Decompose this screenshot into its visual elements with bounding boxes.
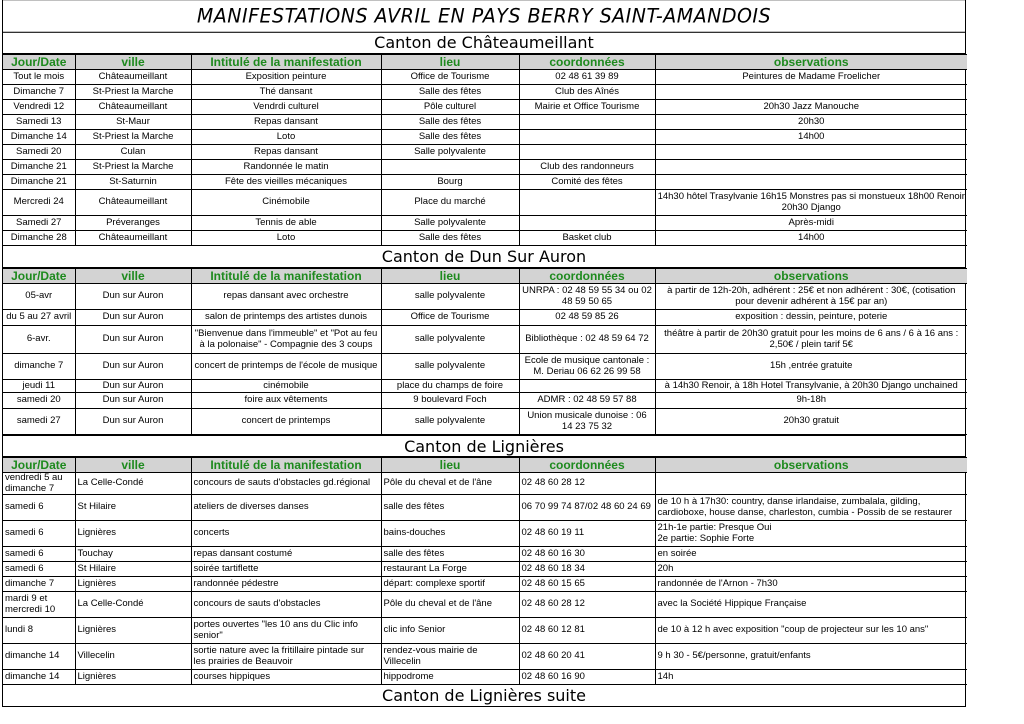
table-cell: Salle des fêtes <box>381 115 519 130</box>
canton-heading: Canton de Dun Sur Auron <box>3 246 965 268</box>
table-cell: concert de printemps <box>191 409 381 435</box>
table-cell: Pôle culturel <box>381 100 519 115</box>
table-cell: randonnée pédestre <box>191 577 381 592</box>
table-cell: avec la Société Hippique Française <box>655 592 967 618</box>
column-header: ville <box>75 458 191 473</box>
table-cell: Salle polyvalente <box>381 216 519 231</box>
table-cell: Vendredi 12 <box>3 100 75 115</box>
table-cell: Lignières <box>75 670 191 685</box>
table-cell: Touchay <box>75 547 191 562</box>
table-cell: randonnée de l'Arnon - 7h30 <box>655 577 967 592</box>
table-cell: 20h <box>655 562 967 577</box>
table-cell: Pôle du cheval et de l'âne <box>381 473 519 495</box>
table-cell: Peintures de Madame Froelicher <box>655 70 967 85</box>
table-cell: rendez-vous mairie de Villecelin <box>381 644 519 670</box>
events-table <box>3 54 967 246</box>
table-row <box>3 354 967 380</box>
table-cell: Après-midi <box>655 216 967 231</box>
table-cell: samedi 20 <box>3 393 75 409</box>
table-cell: 14h30 hôtel Trasylvanie 16h15 Monstres pas si monstueux 18h00 Renoir 20h30 Django <box>655 190 967 216</box>
document-page <box>2 0 966 707</box>
column-header: Intitulé de la manifestation <box>191 55 381 70</box>
column-header: Jour/Date <box>3 55 75 70</box>
table-cell: 15h ,entrée gratuite <box>655 354 967 380</box>
table-row <box>3 393 967 409</box>
canton-heading: Canton de Lignières suite <box>3 685 965 707</box>
table-cell: bains-douches <box>381 521 519 547</box>
column-header: observations <box>655 458 967 473</box>
table-cell: St-Maur <box>75 115 191 130</box>
table-cell: Tout le mois <box>3 70 75 85</box>
table-cell: lundi 8 <box>3 618 75 644</box>
table-cell: Repas dansant <box>191 115 381 130</box>
table-cell: 02 48 60 12 81 <box>519 618 655 644</box>
table-cell: Salle des fêtes <box>381 85 519 100</box>
table-cell: 02 48 60 28 12 <box>519 473 655 495</box>
table-cell <box>519 380 655 393</box>
table-cell: 02 48 60 16 90 <box>519 670 655 685</box>
table-cell: St-Priest la Marche <box>75 130 191 145</box>
table-cell: Exposition peinture <box>191 70 381 85</box>
table-cell: St-Priest la Marche <box>75 160 191 175</box>
table-cell: Samedi 13 <box>3 115 75 130</box>
table-cell: Dun sur Auron <box>75 310 191 326</box>
table-cell: 9h-18h <box>655 393 967 409</box>
table-cell: 9 h 30 - 5€/personne, gratuit/enfants <box>655 644 967 670</box>
table-row <box>3 562 967 577</box>
table-cell: portes ouvertes "les 10 ans du Clic info senior" <box>191 618 381 644</box>
table-cell: ADMR : 02 48 59 57 88 <box>519 393 655 409</box>
table-cell: départ: complexe sportif <box>381 577 519 592</box>
table-cell: soirée tartiflette <box>191 562 381 577</box>
table-cell: Villecelin <box>75 644 191 670</box>
table-cell: Randonnée le matin <box>191 160 381 175</box>
table-cell <box>655 145 967 160</box>
events-table <box>3 268 967 435</box>
table-cell <box>519 216 655 231</box>
table-cell: Club des Aînés <box>519 85 655 100</box>
table-cell <box>519 115 655 130</box>
table-cell: St Hilaire <box>75 495 191 521</box>
table-cell: clic info Senior <box>381 618 519 644</box>
table-row <box>3 175 967 190</box>
table-cell: Fête des vieilles mécaniques <box>191 175 381 190</box>
table-cell: Préveranges <box>75 216 191 231</box>
table-cell: Bourg <box>381 175 519 190</box>
table-cell: de 10 h à 17h30: country, danse irlandaise, zumbalala, gilding, cardioboxe, house danse, charleston, cumbia - Possib de se restaurer <box>655 495 967 521</box>
table-cell: Dun sur Auron <box>75 409 191 435</box>
table-row <box>3 160 967 175</box>
table-cell: 02 48 60 15 65 <box>519 577 655 592</box>
column-header: observations <box>655 55 967 70</box>
table-cell: Vendrdi culturel <box>191 100 381 115</box>
table-row <box>3 115 967 130</box>
table-cell: repas dansant costumé <box>191 547 381 562</box>
table-cell: 02 48 61 39 89 <box>519 70 655 85</box>
table-row <box>3 380 967 393</box>
table-cell: théâtre à partir de 20h30 gratuit pour les moins de 6 ans / 6 à 16 ans : 2,50€ / plein tarif 5€ <box>655 326 967 354</box>
table-cell: Salle des fêtes <box>381 231 519 246</box>
table-header-row <box>3 458 967 473</box>
table-row <box>3 670 967 685</box>
table-cell: Samedi 20 <box>3 145 75 160</box>
canton-heading: Canton de Lignières <box>3 435 965 457</box>
table-cell: Comité des fêtes <box>519 175 655 190</box>
table-cell: 6-avr. <box>3 326 75 354</box>
table-cell: salle des fêtes <box>381 495 519 521</box>
table-cell: 02 48 60 28 12 <box>519 592 655 618</box>
table-header-row <box>3 269 967 284</box>
table-cell: 14h00 <box>655 231 967 246</box>
table-cell: place du champs de foire <box>381 380 519 393</box>
table-cell: Dun sur Auron <box>75 380 191 393</box>
table-cell: Châteaumeillant <box>75 190 191 216</box>
table-cell: Châteaumeillant <box>75 100 191 115</box>
table-cell: La Celle-Condé <box>75 592 191 618</box>
table-cell: cinémobile <box>191 380 381 393</box>
column-header: Intitulé de la manifestation <box>191 458 381 473</box>
column-header: Jour/Date <box>3 458 75 473</box>
table-cell: Basket club <box>519 231 655 246</box>
table-cell: salle polyvalente <box>381 326 519 354</box>
column-header: ville <box>75 55 191 70</box>
table-cell: jeudi 11 <box>3 380 75 393</box>
column-header: lieu <box>381 55 519 70</box>
table-cell: St-Saturnin <box>75 175 191 190</box>
table-cell: 02 48 59 85 26 <box>519 310 655 326</box>
table-cell: 20h30 Jazz Manouche <box>655 100 967 115</box>
table-cell: Dun sur Auron <box>75 354 191 380</box>
table-row <box>3 100 967 115</box>
table-cell: concours de sauts d'obstacles gd.régional <box>191 473 381 495</box>
table-cell: vendredi 5 au dimanche 7 <box>3 473 75 495</box>
page-title: MANIFESTATIONS AVRIL EN PAYS BERRY SAINT-AMANDOIS <box>3 0 965 33</box>
table-cell: salle polyvalente <box>381 354 519 380</box>
table-cell: Bibliothèque : 02 48 59 64 72 <box>519 326 655 354</box>
table-cell: Lignières <box>75 618 191 644</box>
table-cell: ateliers de diverses danses <box>191 495 381 521</box>
table-cell: Samedi 27 <box>3 216 75 231</box>
table-cell: dimanche 14 <box>3 644 75 670</box>
table-cell: salle polyvalente <box>381 409 519 435</box>
table-cell: Dimanche 21 <box>3 175 75 190</box>
column-header: coordonnées <box>519 458 655 473</box>
table-cell: Mairie et Office Tourisme <box>519 100 655 115</box>
table-cell: Dun sur Auron <box>75 284 191 310</box>
table-cell: dimanche 14 <box>3 670 75 685</box>
table-cell: courses hippiques <box>191 670 381 685</box>
table-cell: Dimanche 7 <box>3 85 75 100</box>
table-cell: Thé dansant <box>191 85 381 100</box>
table-row <box>3 409 967 435</box>
table-cell <box>519 130 655 145</box>
table-row <box>3 70 967 85</box>
table-cell: Dimanche 28 <box>3 231 75 246</box>
table-cell: Cinémobile <box>191 190 381 216</box>
table-cell: concerts <box>191 521 381 547</box>
table-cell: Place du marché <box>381 190 519 216</box>
table-row <box>3 145 967 160</box>
table-row <box>3 521 967 547</box>
table-row <box>3 495 967 521</box>
table-cell <box>655 473 967 495</box>
table-row <box>3 473 967 495</box>
table-row <box>3 284 967 310</box>
table-cell: 02 48 60 18 34 <box>519 562 655 577</box>
table-row <box>3 326 967 354</box>
table-cell: 14h00 <box>655 130 967 145</box>
table-cell: Tennis de able <box>191 216 381 231</box>
column-header: Jour/Date <box>3 269 75 284</box>
table-cell: de 10 à 12 h avec exposition "coup de projecteur sur les 10 ans" <box>655 618 967 644</box>
table-cell: 21h-1e partie: Presque Oui 2e partie: Sophie Forte <box>655 521 967 547</box>
table-cell <box>655 175 967 190</box>
table-cell: mardi 9 et mercredi 10 <box>3 592 75 618</box>
table-row <box>3 130 967 145</box>
events-table <box>3 457 967 685</box>
table-cell: 05-avr <box>3 284 75 310</box>
table-row <box>3 85 967 100</box>
table-cell: concours de sauts d'obstacles <box>191 592 381 618</box>
table-cell: Salle des fêtes <box>381 130 519 145</box>
table-cell: dimanche 7 <box>3 577 75 592</box>
table-cell <box>655 160 967 175</box>
table-cell: samedi 6 <box>3 495 75 521</box>
table-cell: UNRPA : 02 48 59 55 34 ou 02 48 59 50 65 <box>519 284 655 310</box>
table-cell: samedi 6 <box>3 521 75 547</box>
table-cell: dimanche 7 <box>3 354 75 380</box>
table-cell: salle des fêtes <box>381 547 519 562</box>
table-cell: Dun sur Auron <box>75 326 191 354</box>
table-cell: St-Priest la Marche <box>75 85 191 100</box>
column-header: coordonnées <box>519 55 655 70</box>
table-cell: concert de printemps de l'école de musique <box>191 354 381 380</box>
table-row <box>3 644 967 670</box>
table-cell: 9 boulevard Foch <box>381 393 519 409</box>
table-cell: repas dansant avec orchestre <box>191 284 381 310</box>
table-row <box>3 216 967 231</box>
table-cell: exposition : dessin, peinture, poterie <box>655 310 967 326</box>
table-cell: Dun sur Auron <box>75 393 191 409</box>
column-header: ville <box>75 269 191 284</box>
table-row <box>3 592 967 618</box>
table-cell: 20h30 gratuit <box>655 409 967 435</box>
table-cell: Loto <box>191 231 381 246</box>
table-cell: Loto <box>191 130 381 145</box>
table-cell: Office de Tourisme <box>381 310 519 326</box>
table-cell: Pôle du cheval et de l'âne <box>381 592 519 618</box>
table-cell: Union musicale dunoise : 06 14 23 75 32 <box>519 409 655 435</box>
table-cell: salon de printemps des artistes dunois <box>191 310 381 326</box>
table-row <box>3 618 967 644</box>
table-cell: hippodrome <box>381 670 519 685</box>
table-cell: La Celle-Condé <box>75 473 191 495</box>
table-cell: "Bienvenue dans l'immeuble" et "Pot au feu à la polonaise" - Compagnie des 3 coups <box>191 326 381 354</box>
table-cell: 06 70 99 74 87/02 48 60 24 69 <box>519 495 655 521</box>
table-cell: salle polyvalente <box>381 284 519 310</box>
column-header: lieu <box>381 269 519 284</box>
table-row <box>3 231 967 246</box>
table-cell: Culan <box>75 145 191 160</box>
table-cell: Ecole de musique cantonale : M. Deriau 06 62 26 99 58 <box>519 354 655 380</box>
table-cell: samedi 6 <box>3 562 75 577</box>
table-cell <box>519 190 655 216</box>
sections-container <box>3 32 965 707</box>
table-cell: 02 48 60 20 41 <box>519 644 655 670</box>
table-cell: St Hilaire <box>75 562 191 577</box>
column-header: observations <box>655 269 967 284</box>
table-row <box>3 310 967 326</box>
table-cell: Châteaumeillant <box>75 70 191 85</box>
table-cell: restaurant La Forge <box>381 562 519 577</box>
table-cell: 02 48 60 19 11 <box>519 521 655 547</box>
table-cell: Office de Tourisme <box>381 70 519 85</box>
table-cell: en soirée <box>655 547 967 562</box>
table-cell: foire aux vêtements <box>191 393 381 409</box>
column-header: lieu <box>381 458 519 473</box>
table-cell: 14h <box>655 670 967 685</box>
table-cell: 02 48 60 16 30 <box>519 547 655 562</box>
table-cell: Lignières <box>75 577 191 592</box>
table-row <box>3 190 967 216</box>
table-cell <box>655 85 967 100</box>
table-cell: Club des randonneurs <box>519 160 655 175</box>
table-row <box>3 577 967 592</box>
table-cell: du 5 au 27 avril <box>3 310 75 326</box>
column-header: coordonnées <box>519 269 655 284</box>
table-cell: sortie nature avec la fritillaire pintade sur les prairies de Beauvoir <box>191 644 381 670</box>
table-cell: 20h30 <box>655 115 967 130</box>
table-cell: Dimanche 14 <box>3 130 75 145</box>
table-cell <box>381 160 519 175</box>
table-cell: Dimanche 21 <box>3 160 75 175</box>
canton-heading: Canton de Châteaumeillant <box>3 32 965 54</box>
column-header: Intitulé de la manifestation <box>191 269 381 284</box>
table-cell: à partir de 12h-20h, adhérent : 25€ et non adhérent : 30€, (cotisation pour devenir adhérent à 15€ par an) <box>655 284 967 310</box>
table-cell: samedi 27 <box>3 409 75 435</box>
table-cell: Lignières <box>75 521 191 547</box>
table-cell: à 14h30 Renoir, à 18h Hotel Transylvanie, à 20h30 Django unchained <box>655 380 967 393</box>
table-cell: samedi 6 <box>3 547 75 562</box>
table-header-row <box>3 55 967 70</box>
table-cell: Châteaumeillant <box>75 231 191 246</box>
table-cell: Mercredi 24 <box>3 190 75 216</box>
table-cell: Salle polyvalente <box>381 145 519 160</box>
table-row <box>3 547 967 562</box>
table-cell: Repas dansant <box>191 145 381 160</box>
table-cell <box>519 145 655 160</box>
